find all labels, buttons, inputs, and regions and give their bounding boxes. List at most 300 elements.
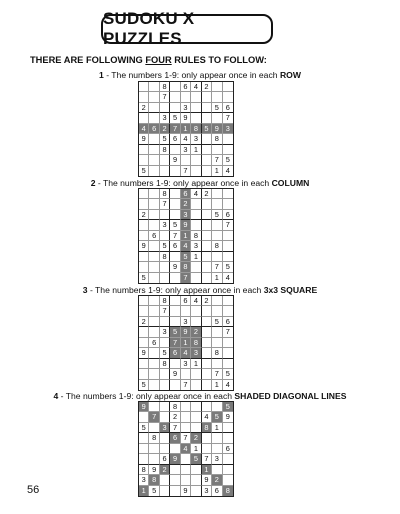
sudoku-cell (170, 189, 180, 199)
sudoku-cell (202, 166, 212, 176)
sudoku-cell (160, 433, 170, 443)
sudoku-cell (149, 369, 159, 379)
sudoku-cell: 3 (181, 103, 191, 113)
sudoku-cell (223, 82, 233, 92)
sudoku-cell (181, 475, 191, 485)
sudoku-cell: 9 (181, 113, 191, 123)
sudoku-cell (223, 296, 233, 306)
sudoku-cell (139, 92, 149, 102)
sudoku-cell: 3 (181, 145, 191, 155)
sudoku-cell (139, 199, 149, 209)
rule-number: 3 (82, 285, 88, 295)
sudoku-cell (191, 113, 201, 123)
sudoku-cell: 8 (191, 231, 201, 241)
sudoku-cell (191, 306, 201, 316)
sudoku-cell (149, 113, 159, 123)
sudoku-cell: 2 (191, 327, 201, 337)
sudoku-cell: 1 (139, 486, 149, 496)
sudoku-cell (160, 231, 170, 241)
sudoku-cell (139, 82, 149, 92)
sudoku-cell (212, 92, 222, 102)
sudoku-grid-diagonal-example (138, 401, 234, 497)
sudoku-cell (191, 412, 201, 422)
sudoku-cell: 9 (170, 454, 180, 464)
sudoku-cell: 9 (149, 465, 159, 475)
sudoku-cell (149, 103, 159, 113)
sudoku-cell: 9 (139, 134, 149, 144)
sudoku-cell: 3 (160, 423, 170, 433)
sudoku-cell: 6 (170, 134, 180, 144)
sudoku-cell (160, 369, 170, 379)
sudoku-cell: 5 (223, 155, 233, 165)
sudoku-cell (149, 296, 159, 306)
sudoku-cell (139, 454, 149, 464)
sudoku-cell (202, 369, 212, 379)
sudoku-cell: 3 (139, 475, 149, 485)
sudoku-cell: 9 (139, 348, 149, 358)
page-number: 56 (27, 484, 40, 496)
sudoku-cell (170, 145, 180, 155)
sudoku-cell: 8 (212, 241, 222, 251)
sudoku-cell (202, 444, 212, 454)
sudoku-cell: 3 (181, 317, 191, 327)
sudoku-cell: 3 (181, 359, 191, 369)
sudoku-cell: 7 (212, 155, 222, 165)
sudoku-cell (170, 486, 180, 496)
sudoku-cell: 9 (139, 402, 149, 412)
sudoku-cell (139, 220, 149, 230)
sudoku-cell (149, 92, 159, 102)
sudoku-cell (149, 166, 159, 176)
sudoku-cell: 4 (181, 444, 191, 454)
sudoku-cell: 2 (181, 199, 191, 209)
sudoku-cell: 4 (181, 241, 191, 251)
sudoku-cell (170, 317, 180, 327)
intro-before: THERE ARE FOLLOWING (30, 55, 146, 65)
sudoku-cell (202, 220, 212, 230)
sudoku-cell: 9 (212, 124, 222, 134)
sudoku-cell (191, 199, 201, 209)
sudoku-cell (223, 465, 233, 475)
sudoku-cell (149, 189, 159, 199)
sudoku-cell (202, 145, 212, 155)
sudoku-cell: 3 (191, 348, 201, 358)
sudoku-cell (223, 359, 233, 369)
sudoku-cell: 9 (181, 486, 191, 496)
sudoku-cell: 7 (223, 113, 233, 123)
sudoku-cell: 4 (191, 296, 201, 306)
sudoku-cell (202, 433, 212, 443)
sudoku-cell (212, 296, 222, 306)
sudoku-cell: 6 (160, 454, 170, 464)
sudoku-cell (202, 338, 212, 348)
sudoku-cell: 8 (160, 145, 170, 155)
intro-after: RULES TO FOLLOW: (171, 55, 267, 65)
rule-3 (0, 285, 400, 295)
sudoku-cell: 7 (181, 166, 191, 176)
sudoku-cell (202, 241, 212, 251)
sudoku-cell: 9 (170, 155, 180, 165)
sudoku-cell (212, 252, 222, 262)
sudoku-cell (149, 454, 159, 464)
sudoku-cell (212, 189, 222, 199)
sudoku-cell (170, 306, 180, 316)
sudoku-cell (191, 465, 201, 475)
sudoku-cell (160, 103, 170, 113)
sudoku-cell (139, 145, 149, 155)
sudoku-cell (149, 423, 159, 433)
sudoku-cell: 3 (202, 486, 212, 496)
sudoku-cell: 4 (181, 348, 191, 358)
sudoku-cell: 6 (181, 82, 191, 92)
sudoku-cell: 4 (225, 380, 230, 390)
sudoku-cell (170, 92, 180, 102)
sudoku-cell (191, 210, 201, 220)
sudoku-cell (223, 433, 233, 443)
sudoku-cell (170, 465, 180, 475)
sudoku-grid-square-example (138, 295, 234, 391)
rule-keyword: 3x3 SQUARE (263, 285, 318, 295)
sudoku-cell (139, 155, 149, 165)
sudoku-cell: 6 (181, 296, 191, 306)
sudoku-cell (202, 252, 212, 262)
sudoku-cell (149, 252, 159, 262)
sudoku-cell (202, 210, 212, 220)
sudoku-cell: 8 (212, 348, 222, 358)
sudoku-cell (139, 412, 149, 422)
sudoku-cell: 1 (212, 273, 222, 283)
page-title: SUDOKU X PUZZLES (101, 14, 273, 44)
sudoku-cell: 5 (170, 327, 180, 337)
sudoku-cell: 2 (139, 210, 149, 220)
sudoku-cell (181, 412, 191, 422)
sudoku-cell (202, 380, 212, 390)
sudoku-cell (160, 412, 170, 422)
sudoku-cell (191, 155, 201, 165)
sudoku-cell: 6 (223, 317, 233, 327)
sudoku-cell: 1 (212, 380, 222, 390)
sudoku-cell (191, 317, 201, 327)
sudoku-cell: 7 (170, 423, 180, 433)
sudoku-cell (149, 134, 159, 144)
sudoku-cell: 4 (181, 134, 191, 144)
sudoku-cell: 1 (181, 231, 191, 241)
sudoku-cell: 5 (139, 166, 149, 176)
sudoku-cell: 6 (223, 444, 233, 454)
sudoku-cell (212, 465, 222, 475)
sudoku-cell: 2 (160, 124, 170, 134)
sudoku-cell (139, 113, 149, 123)
sudoku-cell (149, 262, 159, 272)
sudoku-cell (149, 155, 159, 165)
sudoku-cell (160, 155, 170, 165)
sudoku-cell: 4 (202, 412, 212, 422)
sudoku-cell (212, 444, 222, 454)
rule-4 (0, 391, 400, 401)
sudoku-cell (149, 145, 159, 155)
sudoku-cell: 8 (160, 252, 170, 262)
sudoku-cell: 8 (191, 338, 201, 348)
sudoku-cell: 1 (191, 359, 201, 369)
sudoku-cell: 1 (181, 338, 191, 348)
sudoku-cell (170, 444, 180, 454)
sudoku-cell: 9 (139, 241, 149, 251)
sudoku-cell (212, 199, 222, 209)
sudoku-cell: 8 (160, 359, 170, 369)
sudoku-cell: 5 (160, 134, 170, 144)
sudoku-cell: 8 (202, 423, 212, 433)
sudoku-cell: 2 (202, 296, 212, 306)
rule-number: 1 (99, 70, 104, 80)
sudoku-cell (139, 327, 149, 337)
sudoku-cell: 8 (149, 475, 159, 485)
sudoku-cell: 8 (160, 82, 170, 92)
sudoku-cell: 7 (223, 220, 233, 230)
sudoku-cell: 6 (170, 241, 180, 251)
sudoku-cell: 1 (202, 465, 212, 475)
sudoku-cell (191, 166, 201, 176)
sudoku-cell: 5 (181, 252, 191, 262)
rules-intro (30, 55, 267, 65)
sudoku-cell: 9 (170, 369, 180, 379)
sudoku-cell: 7 (160, 92, 170, 102)
sudoku-cell (212, 327, 222, 337)
rule-keyword: SHADED DIAGONAL LINES (234, 391, 347, 401)
sudoku-cell: 3 (191, 241, 201, 251)
sudoku-cell: 5 (223, 402, 233, 412)
sudoku-cell (170, 210, 180, 220)
sudoku-cell: 4 (191, 82, 201, 92)
sudoku-cell: 9 (223, 412, 233, 422)
sudoku-cell: 6 (212, 486, 222, 496)
sudoku-cell: 3 (160, 113, 170, 123)
sudoku-cell (170, 82, 180, 92)
sudoku-cell (191, 273, 201, 283)
sudoku-cell (139, 296, 149, 306)
sudoku-cell (170, 475, 180, 485)
sudoku-cell (139, 262, 149, 272)
sudoku-cell (202, 348, 212, 358)
sudoku-cell (212, 402, 222, 412)
sudoku-cell (202, 199, 212, 209)
sudoku-cell (149, 359, 159, 369)
sudoku-cell: 2 (139, 103, 149, 113)
sudoku-cell: 6 (170, 433, 180, 443)
sudoku-cell (202, 134, 212, 144)
sudoku-cell (202, 317, 212, 327)
sudoku-cell (139, 338, 149, 348)
sudoku-cell (160, 166, 170, 176)
sudoku-cell: 7 (181, 380, 191, 390)
sudoku-cell: 1 (191, 444, 201, 454)
sudoku-cell (160, 475, 170, 485)
rule-keyword: ROW (279, 70, 301, 80)
sudoku-grid-column-example (138, 188, 234, 284)
rule-keyword: COLUMN (271, 178, 310, 188)
sudoku-cell: 8 (181, 262, 191, 272)
sudoku-cell: 5 (191, 454, 201, 464)
sudoku-cell: 6 (149, 338, 159, 348)
sudoku-cell (139, 369, 149, 379)
sudoku-cell: 1 (212, 166, 222, 176)
sudoku-cell: 7 (181, 273, 191, 283)
sudoku-cell: 7 (202, 454, 212, 464)
sudoku-cell: 8 (223, 486, 233, 496)
sudoku-cell: 1 (191, 252, 201, 262)
sudoku-cell: 8 (212, 134, 222, 144)
sudoku-cell (212, 145, 222, 155)
sudoku-cell (160, 338, 170, 348)
sudoku-cell: 5 (170, 220, 180, 230)
sudoku-cell (149, 306, 159, 316)
sudoku-cell: 3 (223, 124, 233, 134)
sudoku-cell: 4 (139, 124, 149, 134)
sudoku-cell (149, 210, 159, 220)
sudoku-cell: 1 (191, 145, 201, 155)
sudoku-cell: 5 (223, 262, 233, 272)
sudoku-cell (139, 231, 149, 241)
sudoku-cell: 8 (170, 402, 180, 412)
rule-text: - The numbers 1-9: only appear once in each (87, 285, 264, 295)
sudoku-cell: 5 (139, 273, 149, 283)
sudoku-cell (191, 402, 201, 412)
sudoku-cell (212, 306, 222, 316)
sudoku-cell (202, 262, 212, 272)
sudoku-cell (149, 380, 159, 390)
sudoku-cell (170, 296, 180, 306)
sudoku-cell (160, 444, 170, 454)
sudoku-cell: 5 (212, 317, 222, 327)
sudoku-cell: 2 (191, 433, 201, 443)
sudoku-cell: 8 (139, 465, 149, 475)
sudoku-cell (212, 82, 222, 92)
sudoku-cell: 5 (170, 113, 180, 123)
sudoku-cell (223, 231, 233, 241)
rule-1 (0, 70, 400, 80)
sudoku-cell (170, 199, 180, 209)
sudoku-cell (160, 262, 170, 272)
sudoku-cell (202, 155, 212, 165)
sudoku-cell (149, 317, 159, 327)
sudoku-cell: 6 (181, 189, 191, 199)
sudoku-cell: 2 (170, 412, 180, 422)
sudoku-cell (160, 210, 170, 220)
sudoku-cell: 9 (202, 475, 212, 485)
rule-2 (0, 178, 400, 188)
sudoku-cell: 7 (170, 231, 180, 241)
sudoku-cell (139, 433, 149, 443)
sudoku-cell: 9 (181, 327, 191, 337)
sudoku-cell (160, 486, 170, 496)
sudoku-cell (212, 220, 222, 230)
sudoku-cell: 2 (212, 475, 222, 485)
sudoku-cell (202, 402, 212, 412)
sudoku-cell (223, 241, 233, 251)
sudoku-cell (202, 273, 212, 283)
sudoku-cell (191, 92, 201, 102)
sudoku-cell (223, 348, 233, 358)
sudoku-cell (149, 241, 159, 251)
sudoku-cell: 3 (181, 210, 191, 220)
sudoku-cell (202, 113, 212, 123)
sudoku-cell (191, 220, 201, 230)
sudoku-cell (202, 92, 212, 102)
sudoku-cell (170, 103, 180, 113)
rule-number: 2 (90, 178, 96, 188)
sudoku-cell (202, 359, 212, 369)
sudoku-cell (212, 231, 222, 241)
sudoku-cell: 7 (212, 369, 222, 379)
sudoku-cell: 5 (212, 412, 222, 422)
sudoku-cell: 7 (149, 412, 159, 422)
sudoku-cell (223, 306, 233, 316)
sudoku-cell (149, 82, 159, 92)
sudoku-cell (160, 380, 170, 390)
sudoku-cell: 2 (160, 465, 170, 475)
sudoku-cell (223, 423, 233, 433)
sudoku-cell (160, 402, 170, 412)
sudoku-cell (212, 113, 222, 123)
sudoku-cell: 8 (149, 433, 159, 443)
sudoku-cell: 3 (212, 454, 222, 464)
sudoku-cell: 5 (160, 348, 170, 358)
sudoku-cell (191, 369, 201, 379)
sudoku-cell (170, 166, 180, 176)
sudoku-cell: 8 (160, 296, 170, 306)
sudoku-cell: 1 (212, 423, 222, 433)
sudoku-cell (202, 327, 212, 337)
sudoku-cell: 6 (223, 103, 233, 113)
sudoku-cell: 6 (149, 231, 159, 241)
sudoku-cell (223, 134, 233, 144)
sudoku-cell (160, 273, 170, 283)
sudoku-cell (202, 231, 212, 241)
sudoku-cell: 5 (139, 380, 149, 390)
sudoku-cell (181, 454, 191, 464)
sudoku-cell: 5 (139, 423, 149, 433)
sudoku-cell (191, 486, 201, 496)
sudoku-cell: 2 (202, 189, 212, 199)
sudoku-cell: 3 (160, 327, 170, 337)
sudoku-cell (139, 189, 149, 199)
sudoku-cell (170, 359, 180, 369)
sudoku-cell: 7 (181, 433, 191, 443)
sudoku-cell: 6 (223, 210, 233, 220)
rule-text: - The numbers 1-9: only appear once in each (103, 70, 280, 80)
sudoku-cell (181, 423, 191, 433)
sudoku-cell: 7 (160, 306, 170, 316)
sudoku-cell: 6 (170, 348, 180, 358)
sudoku-cell (181, 92, 191, 102)
sudoku-cell (212, 433, 222, 443)
sudoku-cell (202, 306, 212, 316)
sudoku-cell: 8 (191, 124, 201, 134)
sudoku-cell (181, 465, 191, 475)
sudoku-cell (191, 380, 201, 390)
sudoku-cell: 7 (170, 124, 180, 134)
intro-emphasis: FOUR (145, 55, 172, 65)
rule-number: 4 (53, 391, 59, 401)
rule-text: - The numbers 1-9: only appear once in each (95, 178, 272, 188)
sudoku-cell (223, 92, 233, 102)
sudoku-cell: 4 (191, 189, 201, 199)
sudoku-cell (223, 199, 233, 209)
sudoku-cell: 5 (212, 210, 222, 220)
sudoku-cell: 6 (149, 124, 159, 134)
sudoku-cell (139, 252, 149, 262)
sudoku-cell (212, 338, 222, 348)
sudoku-cell: 5 (223, 369, 233, 379)
